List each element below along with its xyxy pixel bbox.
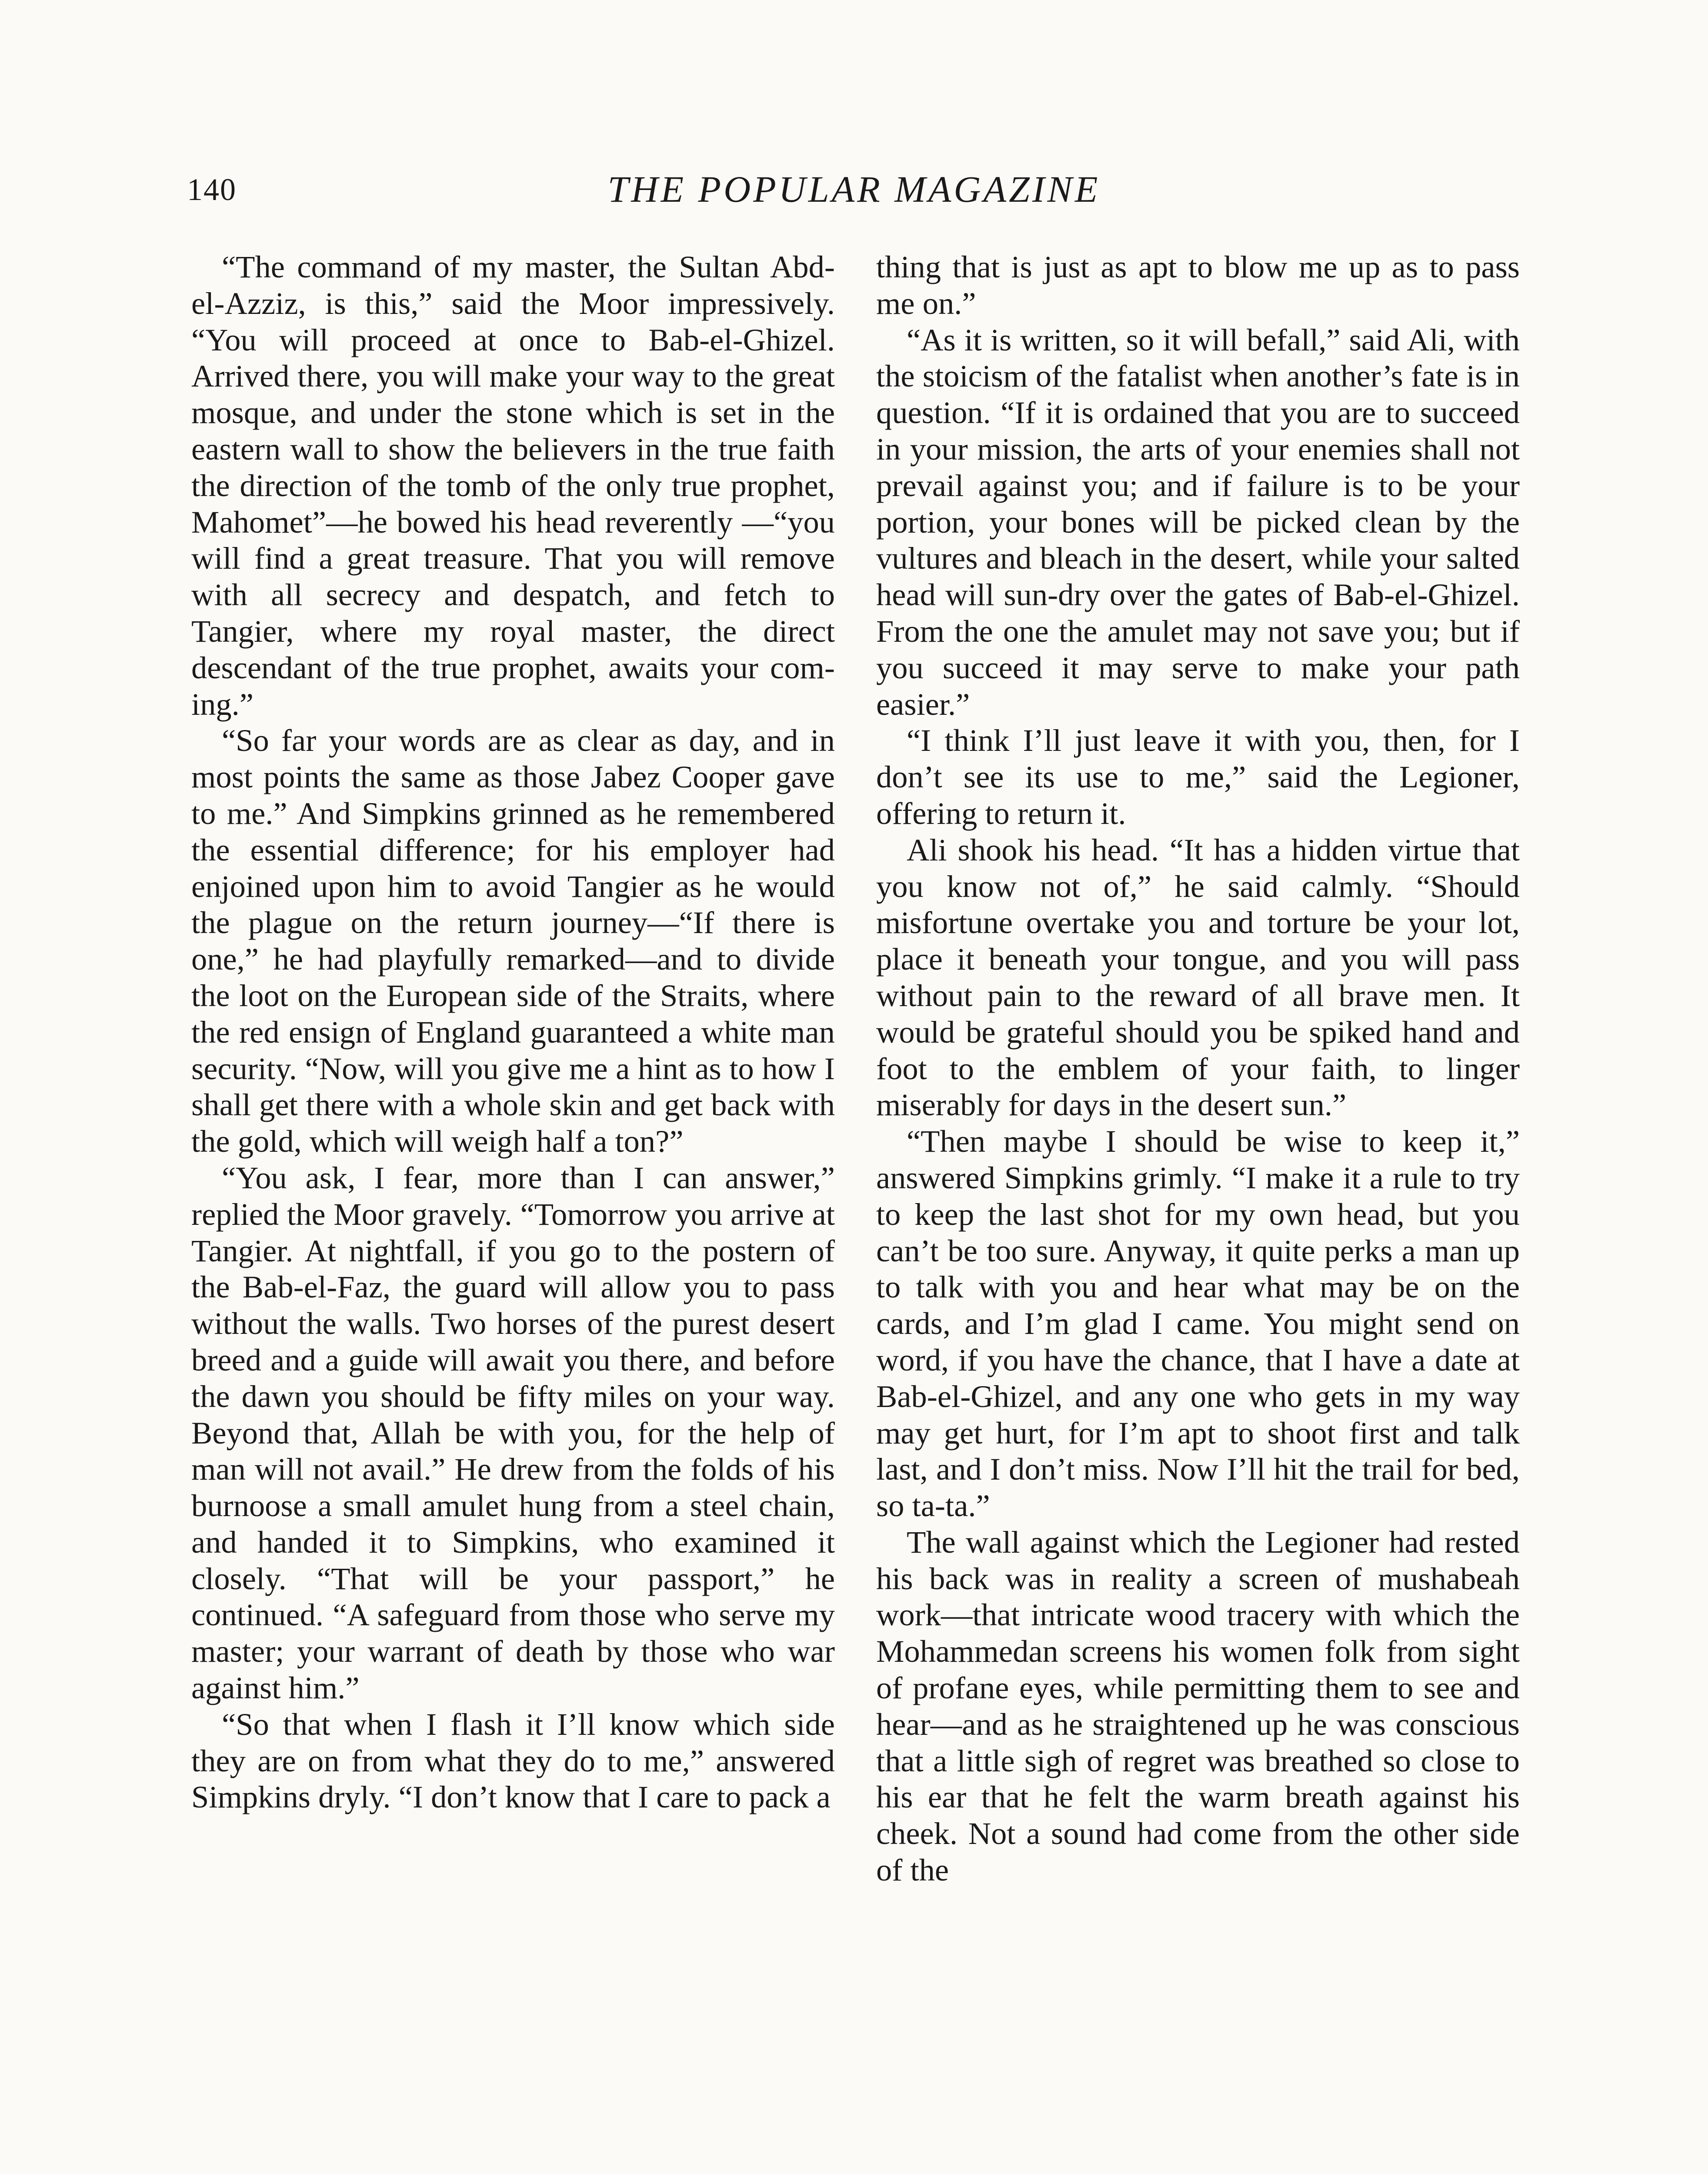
paragraph-continued: thing that is just as apt to blow me up as to pass me on.” — [876, 249, 1520, 321]
paragraph: “The command of my master, the Sultan Abd-el-Azziz, is this,” said the Moor impressively. “You will proceed at once to Bab-el-Ghizel. Arrived there, you will make your way to the great mosque, and under the stone which is set in the eastern wall to show the believers in the true faith the direction of the tomb of the only true prophet, Mahomet”—he bowed his head reverently —“you will find a great treasure. That you will remove with all secrecy and despatch, and fetch to Tangier, where my royal master, the direct descendant of the true prophet, awaits your coming.” — [191, 249, 835, 722]
paragraph: Ali shook his head. “It has a hidden virtue that you know not of,” he said calmly. “Should misfortune overtake you and torture be your lot, place it beneath your tongue, and you will pass without pain to the reward of all brave men. It would be grateful should you be spiked hand and foot to the emblem of your faith, to linger miserably for days in the desert sun.” — [876, 832, 1520, 1123]
paragraph: “You ask, I fear, more than I can answer,” replied the Moor gravely. “Tomorrow you arrive at Tangier. At nightfall, if you go to the postern of the Bab-el-Faz, the guard will allow you to pass without the walls. Two horses of the purest desert breed and a guide will await you there, and before the dawn you should be fifty miles on your way. Beyond that, Allah be with you, for the help of man will not avail.” He drew from the folds of his burnoose a small amulet hung from a steel chain, and handed it to Simpkins, who examined it closely. “That will be your passport,” he continued. “A safeguard from those who serve my master; your warrant of death by those who war against him.” — [191, 1160, 835, 1706]
paragraph: “So far your words are as clear as day, and in most points the same as those Jabez Cooper gave to me.” And Simpkins grinned as he remembered the essential difference; for his employer had enjoined upon him to avoid Tangier as he would the plague on the return journey—“If there is one,” he had playfully remarked—and to divide the loot on the European side of the Straits, where the red ensign of England guaranteed a white man security. “Now, will you give me a hint as to how I shall get there with a whole skin and get back with the gold, which will weigh half a ton?” — [191, 723, 835, 1159]
running-head: THE POPULAR MAGAZINE — [607, 168, 1101, 210]
paragraph: The wall against which the Legioner had rested his back was in reality a screen of mushabeah work—that intricate wood tracery with which the Mohammedan screens his women folk from sight of profane eyes, while permitting them to see and hear—and as he straightened up he was conscious that a little sigh of regret was breathed so close to his ear that he felt the warm breath against his cheek. Not a sound had come from the other side of the — [876, 1524, 1520, 1888]
page-number: 140 — [187, 172, 237, 207]
paragraph: “As it is written, so it will befall,” said Ali, with the stoicism of the fatalist when another’s fate is in question. “If it is ordained that you are to succeed in your mission, the arts of your enemies shall not prevail against you; and if failure is to be your portion, your bones will be picked clean by the vultures and bleach in the desert, while your salted head will sun-dry over the gates of Bab-el-Ghizel. From the one the amulet may not save you; but if you succeed it may serve to make your path easier.” — [876, 322, 1520, 722]
left-column — [191, 249, 835, 1815]
paragraph: “Then maybe I should be wise to keep it,” answered Simpkins grimly. “I make it a rule to try to keep the last shot for my own head, but you can’t be too sure. Anyway, it quite perks a man up to talk with you and hear what may be on the cards, and I’m glad I came. You might send on word, if you have the chance, that I have a date at Bab-el-Ghizel, and any one who gets in my way may get hurt, for I’m apt to shoot first and talk last, and I don’t miss. Now I’ll hit the trail for bed, so ta-ta.” — [876, 1124, 1520, 1524]
right-column — [876, 249, 1520, 1888]
paragraph: “I think I’ll just leave it with you, then, for I don’t see its use to me,” said the Legioner, offering to return it. — [876, 723, 1520, 831]
paragraph: “So that when I flash it I’ll know which side they are on from what they do to me,” answered Simpkins dryly. “I don’t know that I care to pack a — [191, 1706, 835, 1815]
